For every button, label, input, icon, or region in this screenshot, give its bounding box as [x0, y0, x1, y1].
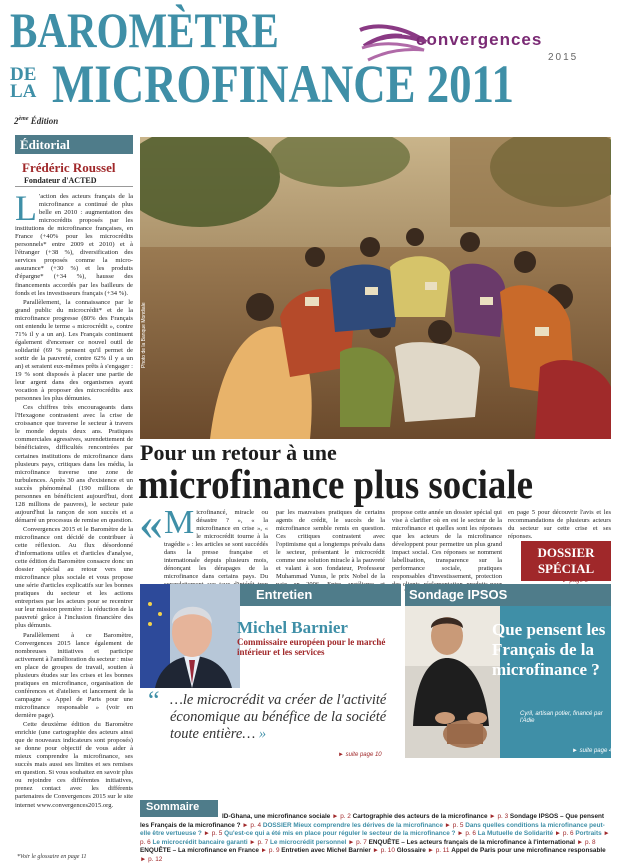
- editorial-divider: [15, 186, 133, 187]
- sommaire-page-number: ► p. 4: [240, 821, 263, 829]
- entretien-page-ref[interactable]: ► suite page 10: [338, 752, 382, 758]
- ipsos-question: Que pensent les Français de la microfinance ?: [492, 620, 606, 679]
- article-column-3: propose cette année un dossier spécial qui vise à clarifier où en est le secteur de la microfinance et quelles sont les réponses que les acteurs de la microfinance développent pour permettre un plus grand impact social. Ces réponses se nomment labellisation, transparence sur la performance sociale, pratiques responsables d'investissement, protection: [392, 509, 502, 581]
- ipsos-heading: Sondage IPSOS: [405, 584, 611, 606]
- sommaire-item[interactable]: Le microcrédit personnel ► p. 7: [269, 838, 369, 846]
- sommaire-item[interactable]: Cartographie des acteurs de la microfinance ► p. 3: [352, 813, 510, 820]
- photo-credit: Photo de la Banque Mondiale: [141, 302, 147, 368]
- sommaire-item[interactable]: ENQUÊTE – Les acteurs français de la microfinance à l'international ► p. 8: [368, 838, 596, 846]
- sommaire-page-number: ► p. 10: [370, 847, 397, 855]
- editorial-heading: Éditorial: [15, 135, 133, 154]
- sommaire-page-number: ► p. 9: [258, 847, 282, 855]
- interviewee-name: Michel Barnier: [237, 618, 348, 637]
- sommaire-page-number: ► p. 11: [425, 847, 452, 855]
- dossier-special-badge[interactable]: DOSSIER SPÉCIAL: [521, 541, 611, 581]
- article-dropcap: M: [164, 509, 195, 541]
- sommaire-item[interactable]: Le microcrédit bancaire garanti ► p. 7: [152, 838, 270, 846]
- sommaire-list: [140, 813, 611, 865]
- sommaire-page-number: ► p. 7: [247, 838, 270, 846]
- sommaire-item[interactable]: Qu'est-ce qui a été mis en place pour réguler le secteur de la microfinance ? ► p. 6: [224, 830, 478, 838]
- sommaire-page-number: ► p. 5: [201, 830, 225, 838]
- sommaire-item[interactable]: Glossaire ► p. 11: [396, 847, 452, 855]
- masthead-title-line2: MICROFINANCE 2011: [52, 54, 514, 114]
- sommaire-item[interactable]: DOSSIER Mieux comprendre les dérives de la microfinance ► p. 5: [262, 821, 466, 829]
- ipsos-page-ref[interactable]: ► suite page 4: [572, 748, 613, 754]
- sommaire-page-number: ► p. 6: [553, 830, 576, 838]
- masthead-de-la: DE LA: [10, 64, 37, 102]
- glossary-footnote: *Voir le glossaire en page 11: [17, 854, 87, 860]
- sommaire-item[interactable]: Portraits ► p. 6: [140, 830, 610, 846]
- headline-kicker: Pour un retour à une: [140, 440, 337, 465]
- sommaire-page-number: ► p. 5: [442, 821, 466, 829]
- sommaire-item[interactable]: Dans quelles conditions la microfinance peut-elle être vertueuse ? ► p. 5: [140, 821, 605, 838]
- article-column-1: Microfinancé, miracle ou désastre ? », « la microfinance en crise », « le microcrédit tourne à la tragédie » : les articles se sont succédés dans la presse française et internationale depuis plusieurs mois, dénonçant les dérapages de la microfinance dans certains pays. Du: [164, 509, 268, 581]
- sommaire-page-number: ► p. 3: [487, 813, 510, 820]
- sommaire-page-number: ► p. 6: [140, 830, 610, 846]
- sommaire-item[interactable]: Sondage IPSOS – Que pensent les Français de la microfinance ? ► p. 4: [140, 813, 605, 829]
- entretien-open-quote: “: [148, 686, 160, 715]
- sommaire-item[interactable]: ENQUÊTE – La microfinance en France ► p. 9: [140, 847, 282, 855]
- article-column-2: par les mauvaises pratiques de certains agents de crédit, le succès de la microfinance semble remis en question. Ces critiques contrastent avec l'optimisme qui a longtemps prévalu dans le secteur, présentant le microcrédit comme une solution miracle à la pauvreté et valant à son fondateur, Professeur Muhammad Yunus, le prix Nobel de la: [276, 509, 385, 581]
- sommaire-page-number: ► p. 6: [455, 830, 478, 838]
- sommaire-item[interactable]: Entretien avec Michel Barnier ► p. 10: [281, 847, 397, 855]
- sommaire-page-number: ► p. 7: [346, 838, 369, 846]
- masthead-title-line1: BAROMÈTRE: [10, 2, 279, 58]
- editorial-dropcap: L: [15, 193, 37, 228]
- entretien-quote: …le microcrédit va créer de l'activité économique au bénéfice de la société toute entière… »: [170, 692, 387, 742]
- sommaire-item[interactable]: La Mutuelle de Solidarité ► p. 6: [477, 830, 576, 838]
- sommaire-heading: Sommaire: [140, 800, 218, 817]
- headline-main: microfinance plus sociale: [138, 461, 533, 507]
- interviewee-role: Commissaire européen pour le marché intérieur et les services: [237, 637, 386, 657]
- editorial-author: Frédéric Roussel: [22, 160, 116, 175]
- entretien-heading: Entretien: [140, 584, 401, 606]
- dossier-page-ref[interactable]: ► page 5: [562, 578, 588, 584]
- potter-photo: [405, 606, 500, 758]
- sommaire-item[interactable]: ID-Ghana, une microfinance sociale ► p. 2: [222, 813, 353, 820]
- editorial-author-role: Fondateur d'ACTED: [24, 176, 97, 185]
- open-quote-mark: «: [139, 497, 163, 550]
- sommaire-page-number: ► p. 12: [140, 855, 163, 863]
- potter-caption: Cyril, artisan potier, financé par l'Adie: [520, 711, 603, 724]
- convergences-logo: convergences 2015: [358, 20, 612, 74]
- article-column-4: en page 5 pour découvrir l'avis et les recommandations de plusieurs acteurs du secteur sur cette crise et ses réponses.: [508, 509, 611, 539]
- barnier-portrait: [140, 584, 240, 688]
- sommaire-page-number: ► p. 8: [575, 838, 596, 846]
- sommaire-page-number: ► p. 2: [330, 813, 353, 820]
- edition-label: 2ème Édition: [14, 116, 59, 126]
- sommaire-item[interactable]: Appel de Paris pour une microfinance responsable ► p. 12: [140, 847, 606, 863]
- editorial-body: L 'action des acteurs français de la microfinance a continué de plus belle en 2010 : augmentation des microcrédits proposés par les institutions de microfinance françaises, en France (+40% pour les microcrédits personnels* entre 2009 et 2010) et à l'étranger (+38 %), diversification des services proposés comme la micro-assurance* (+30 %) et les produits d'épargne* (+34 %), hausse des financements accordés par les bailleurs de fonds et les investisseurs français (+34 %). Parallèlement, la connaissance par le grand public du microcrédit* et de la microfinance progresse (80% des Français ont entendu le terme « microcrédit », contre 71% il y a un an). Les Français continuent également d'encenser ce nouvel outil de solidarité (69 % pensent qu'il permet de sortir de la pauvreté, contre 62% il y a un an) et seraient eux-mêmes prêts à s'engager : 19 % sont disposés à placer une partie de leur argent dans des organismes ayant vocation à proposer des microcrédits aux personnes les plus démunies. Ces chiffres très encourageants dans l'Hexagone contrastent avec la crise de croissance que traverse le secteur à travers le monde depuis deux ans. Pratiques commerciales agressives, surendettement de bénéficiaires, difficultés rencontrées par certaines institutions de microfinance dans plusieurs pays, critiques dans les média, la microfinance traverse une zone de turbulences. Après 30 ans d'existence et un succès phénoménal (190 millions de personnes en bénéficient aujourd'hui, dont 128 millions de pauvres), le secteur paie aujourd'hui la rançon de son succès et a démarré un processus de remise en question. Convergences 2015 et le Baromètre de la microfinance ont décidé de contribuer à cette réflexion. Au flux désordonné d'informations utiles et d'articles d'analyse, cette édition du Baromètre consacre donc un dossier spécial au retour vers une microfinance plus sociale et vous propose une série d'articles explicatifs sur les bonnes pratiques du secteur et les actions entreprises par les acteurs pour se recentrer sur leur mission première : la réduction de la pauvreté grâce à l'inclusion financière des plus démunis. Parallèlement à ce Baromètre, Convergences 2015 lance également de nombreuses initiatives et participe activement à l'amélioration du secteur : mise en place de groupes de travail, soutien à plusieurs études sur les crises et les bonnes pratiques en microfinance, organisation de conférences et d'ateliers et lancement de la campagne « Appel de Paris pour une microfinance responsable » (voir en dernière page). Cette deuxième édition du Baromètre enrichie (une cartographie des acteurs ainsi que de nouveaux indicateurs sont proposés) se donne pour objectif de vous aider à mieux comprendre la microfinance, ses succès mais aussi ses limites et ses remises en question. Si vous souhaitez en savoir plus ou rejoindre ces différentes initiatives, prenez contact avec les différents partenaires de Convergences 2015 sur le site internet www.convergences2015.org.: [15, 193, 133, 809]
- cover-photo-women-group: [140, 137, 611, 439]
